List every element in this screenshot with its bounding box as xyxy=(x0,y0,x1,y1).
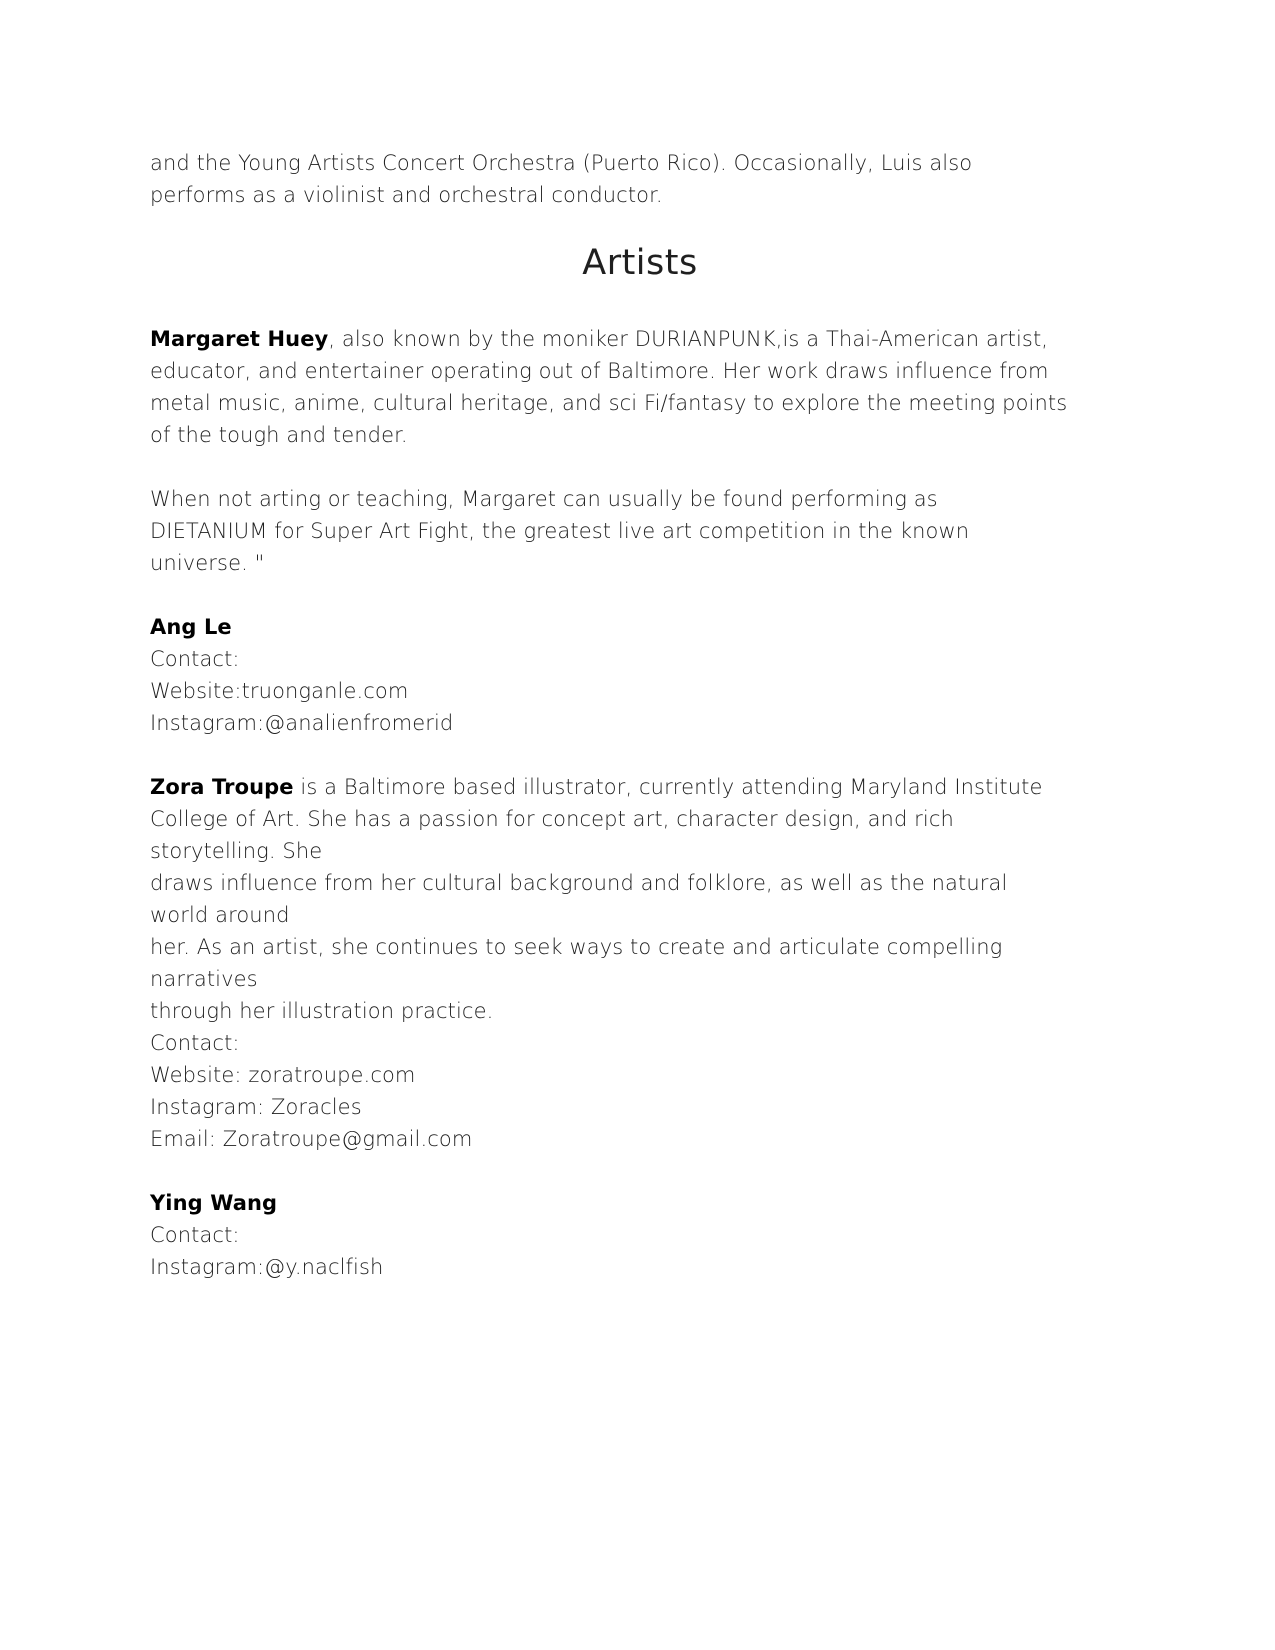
document-page xyxy=(150,147,1130,1283)
bio-line: her. As an artist, she continues to seek ways to create and articulate compelling xyxy=(150,935,1003,959)
website-link[interactable]: Website: zoratroupe.com xyxy=(150,1063,416,1087)
paragraph-gap xyxy=(150,1155,1130,1187)
email-address[interactable]: Email: Zoratroupe@gmail.com xyxy=(150,1127,473,1151)
website-link[interactable]: Website:truonganle.com xyxy=(150,679,409,703)
paragraph-gap xyxy=(150,579,1130,611)
intro-line: performs as a violinist and orchestral conductor. xyxy=(150,183,663,207)
artist-name: Margaret Huey xyxy=(150,327,329,351)
instagram-handle[interactable]: Instagram:@analienfromerid xyxy=(150,711,454,735)
contact-label: Contact: xyxy=(150,647,240,671)
bio-line: narratives xyxy=(150,967,258,991)
artist-name: Zora Troupe xyxy=(150,775,294,799)
contact-label: Contact: xyxy=(150,1031,240,1055)
bio-line: of the tough and tender. xyxy=(150,423,408,447)
bio-line: When not arting or teaching, Margaret can usually be found performing as xyxy=(150,487,938,511)
section-title: Artists xyxy=(582,243,698,283)
bio-line: draws influence from her cultural background and folklore, as well as the natural xyxy=(150,871,1008,895)
bio-line xyxy=(150,771,1130,803)
instagram-handle[interactable]: Instagram: Zoracles xyxy=(150,1095,362,1119)
artist-name: Ang Le xyxy=(150,615,232,639)
bio-line xyxy=(150,323,1130,355)
instagram-handle[interactable]: Instagram:@y.naclfish xyxy=(150,1255,384,1279)
paragraph-gap xyxy=(150,451,1130,483)
contact-label: Contact: xyxy=(150,1223,240,1247)
bio-line: educator, and entertainer operating out of Baltimore. Her work draws influence from xyxy=(150,359,1049,383)
bio-line: metal music, anime, cultural heritage, and sci Fi/fantasy to explore the meeting points xyxy=(150,391,1068,415)
artist-name: Ying Wang xyxy=(150,1191,278,1215)
bio-text: is a Baltimore based illustrator, currently attending Maryland Institute xyxy=(293,775,1043,799)
artist-zora-troupe xyxy=(150,771,1130,1155)
intro-line: and the Young Artists Concert Orchestra (Puerto Rico). Occasionally, Luis also xyxy=(150,151,973,175)
bio-line: DIETANIUM for Super Art Fight, the greatest live art competition in the known xyxy=(150,519,970,543)
artist-margaret-huey xyxy=(150,323,1130,579)
artist-ying-wang xyxy=(150,1187,1130,1283)
artist-ang-le xyxy=(150,611,1130,739)
bio-line: universe. " xyxy=(150,551,265,575)
paragraph-gap xyxy=(150,739,1130,771)
intro-paragraph xyxy=(150,147,1130,211)
bio-line: storytelling. She xyxy=(150,839,323,863)
bio-line: through her illustration practice. xyxy=(150,999,494,1023)
bio-text: , also known by the moniker DURIANPUNK,is a Thai-American artist, xyxy=(328,327,1049,351)
bio-line: College of Art. She has a passion for concept art, character design, and rich xyxy=(150,807,954,831)
bio-line: world around xyxy=(150,903,290,927)
